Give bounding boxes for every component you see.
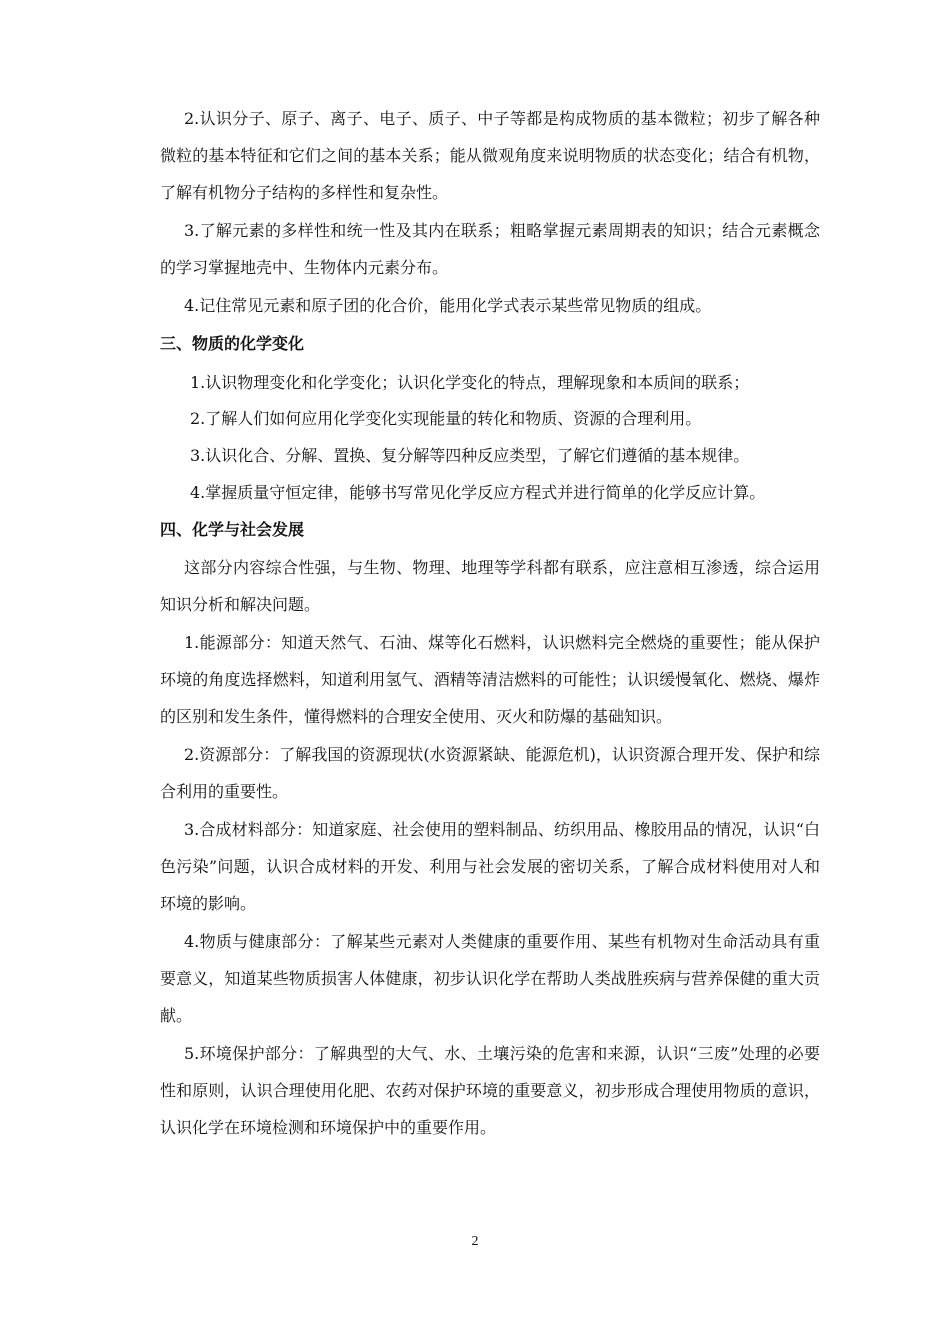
list-item-section3-1: 1.认识物理变化和化学变化；认识化学变化的特点，理解现象和本质间的联系； — [190, 373, 750, 392]
list-item-section3-3: 3.认识化合、分解、置换、复分解等四种反应类型，了解它们遵循的基本规律。 — [190, 446, 750, 465]
paragraph-section2-item-2: 2.认识分子、原子、离子、电子、质子、中子等都是构成物质的基本微粒；初步了解各种微粒的基本特征和它们之间的基本关系；能从微观角度来说明物质的状态变化；结合有机物，了解有机物分子结构的多样性和复杂性。 — [160, 109, 820, 202]
paragraph-section4-intro: 这部分内容综合性强，与生物、物理、地理等学科都有联系，应注意相互渗透，综合运用知识分析和解决问题。 — [160, 558, 820, 614]
paragraph-section4-item-4: 4.物质与健康部分：了解某些元素对人类健康的重要作用、某些有机物对生命活动具有重要意义，知道某些物质损害人体健康，初步认识化学在帮助人类战胜疾病与营养保健的重大贡献。 — [160, 932, 820, 1025]
paragraph-section2-item-3: 3.了解元素的多样性和统一性及其内在联系；粗略掌握元素周期表的知识；结合元素概念的学习掌握地壳中、生物体内元素分布。 — [160, 221, 820, 277]
paragraph-section2-item-4: 4.记住常见元素和原子团的化合价，能用化学式表示某些常见物质的组成。 — [184, 296, 712, 315]
paragraph-section4-item-5: 5.环境保护部分：了解典型的大气、水、土壤污染的危害和来源，认识“三废”处理的必要性和原则，认识合理使用化肥、农药对保护环境的重要意义，初步形成合理使用物质的意识，认识化学在环境检测和环境保护中的重要作用。 — [160, 1044, 820, 1137]
section-heading-chemistry-society: 四、化学与社会发展 — [160, 520, 305, 539]
paragraph-section4-item-1: 1.能源部分：知道天然气、石油、煤等化石燃料，认识燃料完全燃烧的重要性；能从保护环境的角度选择燃料，知道利用氢气、酒精等清洁燃料的可能性；认识缓慢氧化、燃烧、爆炸的区别和发生条件，懂得燃料的合理安全使用、灭火和防爆的基础知识。 — [160, 633, 820, 726]
list-item-section3-2: 2.了解人们如何应用化学变化实现能量的转化和物质、资源的合理利用。 — [190, 409, 702, 428]
page-number: 2 — [471, 1234, 479, 1249]
list-item-section3-4: 4.掌握质量守恒定律，能够书写常见化学反应方程式并进行简单的化学反应计算。 — [190, 483, 766, 502]
paragraph-section4-item-3: 3.合成材料部分：知道家庭、社会使用的塑料制品、纺织用品、橡胶用品的情况，认识“白色污染”问题，认识合成材料的开发、利用与社会发展的密切关系，了解合成材料使用对人和环境的影响。 — [160, 820, 820, 913]
section-heading-chemical-change: 三、物质的化学变化 — [160, 334, 305, 353]
paragraph-section4-item-2: 2.资源部分：了解我国的资源现状(水资源紧缺、能源危机)，认识资源合理开发、保护和综合利用的重要性。 — [160, 745, 820, 801]
